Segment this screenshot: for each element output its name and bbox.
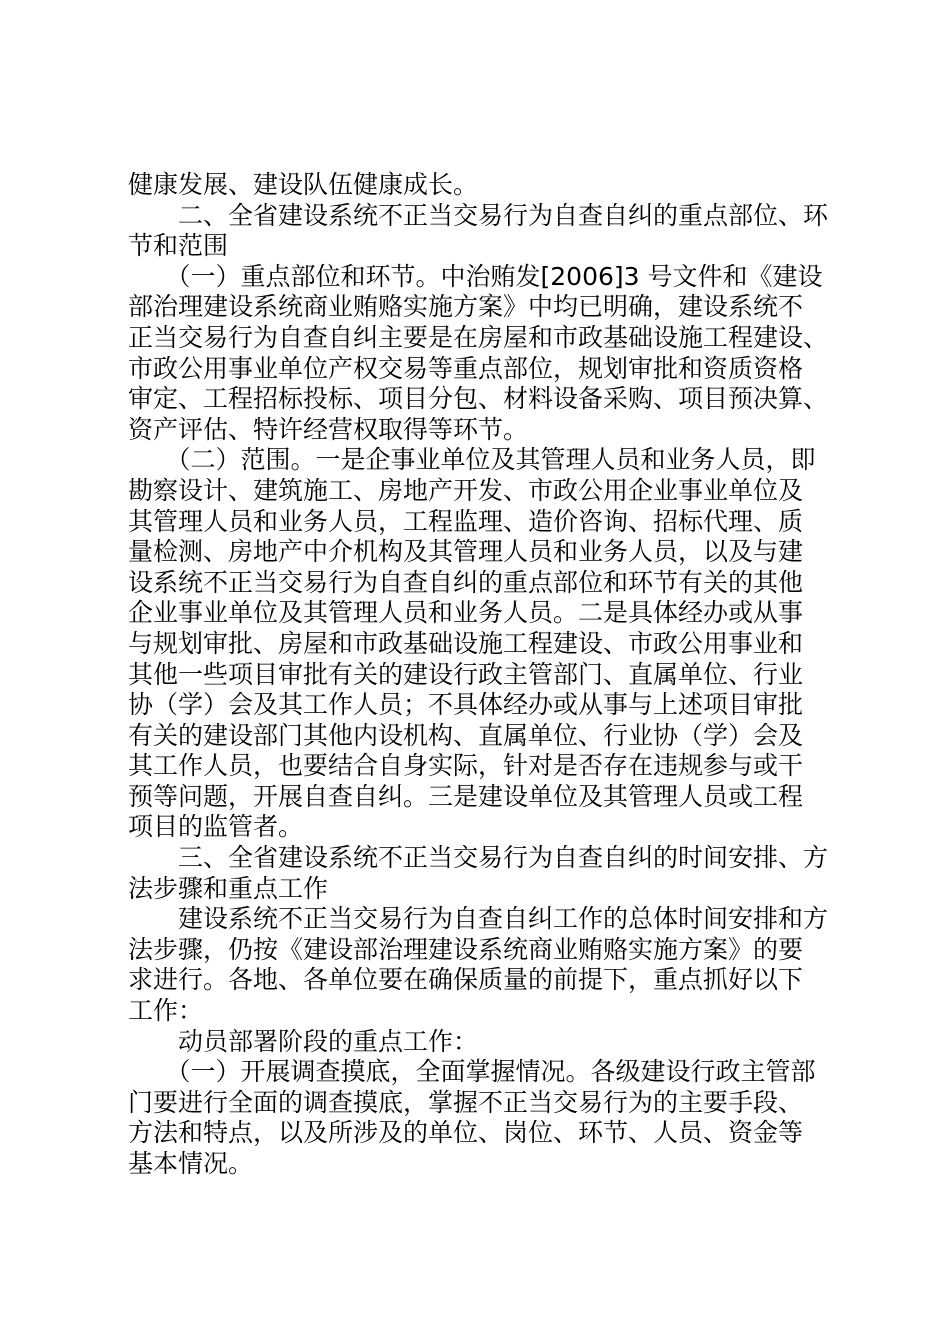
text-line: 预等问题，开展自查自纠。三是建设单位及其管理人员或工程 xyxy=(128,781,804,811)
text-line: 其工作人员，也要结合自身实际，针对是否存在违规参与或干 xyxy=(128,751,804,781)
text-line: 市政公用事业单位产权交易等重点部位，规划审批和资质资格 xyxy=(128,353,804,383)
text-line: 三、全省建设系统不正当交易行为自查自纠的时间安排、方 xyxy=(128,843,829,873)
text-line: 方法和特点，以及所涉及的单位、岗位、环节、人员、资金等 xyxy=(128,1118,804,1148)
text-line: 量检测、房地产中介机构及其管理人员和业务人员，以及与建 xyxy=(128,537,804,567)
text-line: 其管理人员和业务人员，工程监理、造价咨询、招标代理、质 xyxy=(128,506,804,536)
text-line: （一）重点部位和环节。中治贿发[2006]3 号文件和《建设 xyxy=(128,261,823,291)
text-line: 有关的建设部门其他内设机构、直属单位、行业协（学）会及 xyxy=(128,720,804,750)
text-line: 资产评估、特许经营权取得等环节。 xyxy=(128,414,529,444)
text-line: 项目的监管者。 xyxy=(128,812,304,842)
text-line: 与规划审批、房屋和市政基础设施工程建设、市政公用事业和 xyxy=(128,628,804,658)
document-body xyxy=(128,170,838,1180)
text-line: 健康发展、建设队伍健康成长。 xyxy=(128,170,479,199)
text-line: 二、全省建设系统不正当交易行为自查自纠的重点部位、环 xyxy=(128,200,829,230)
text-line: 法步骤和重点工作 xyxy=(128,873,329,903)
text-line: 门要进行全面的调查摸底，掌握不正当交易行为的主要手段、 xyxy=(128,1087,804,1117)
text-line: 正当交易行为自查自纠主要是在房屋和市政基础设施工程建设、 xyxy=(128,322,829,352)
text-line: 勘察设计、建筑施工、房地产开发、市政公用企业事业单位及 xyxy=(128,475,804,505)
text-line: 设系统不正当交易行为自查自纠的重点部位和环节有关的其他 xyxy=(128,567,804,597)
text-line: 部治理建设系统商业贿赂实施方案》中均已明确，建设系统不 xyxy=(128,292,804,322)
text-line: 其他一些项目审批有关的建设行政主管部门、直属单位、行业 xyxy=(128,659,804,689)
text-line: 动员部署阶段的重点工作： xyxy=(128,1026,479,1056)
text-line: 基本情况。 xyxy=(128,1149,254,1178)
text-line: （二）范围。一是企事业单位及其管理人员和业务人员，即 xyxy=(128,445,816,475)
text-line: 建设系统不正当交易行为自查自纠工作的总体时间安排和方 xyxy=(128,904,829,934)
text-line: 法步骤，仍按《建设部治理建设系统商业贿赂实施方案》的要 xyxy=(128,934,804,964)
text-line: 企业事业单位及其管理人员和业务人员。二是具体经办或从事 xyxy=(128,598,804,628)
text-line: 工作： xyxy=(128,996,204,1026)
text-line: 求进行。各地、各单位要在确保质量的前提下，重点抓好以下 xyxy=(128,965,804,995)
text-line: 审定、工程招标投标、项目分包、材料设备采购、项目预决算、 xyxy=(128,384,829,414)
text-line: （一）开展调查摸底，全面掌握情况。各级建设行政主管部 xyxy=(128,1057,816,1087)
text-line: 节和范围 xyxy=(128,231,229,261)
text-line: 协（学）会及其工作人员；不具体经办或从事与上述项目审批 xyxy=(128,690,804,720)
